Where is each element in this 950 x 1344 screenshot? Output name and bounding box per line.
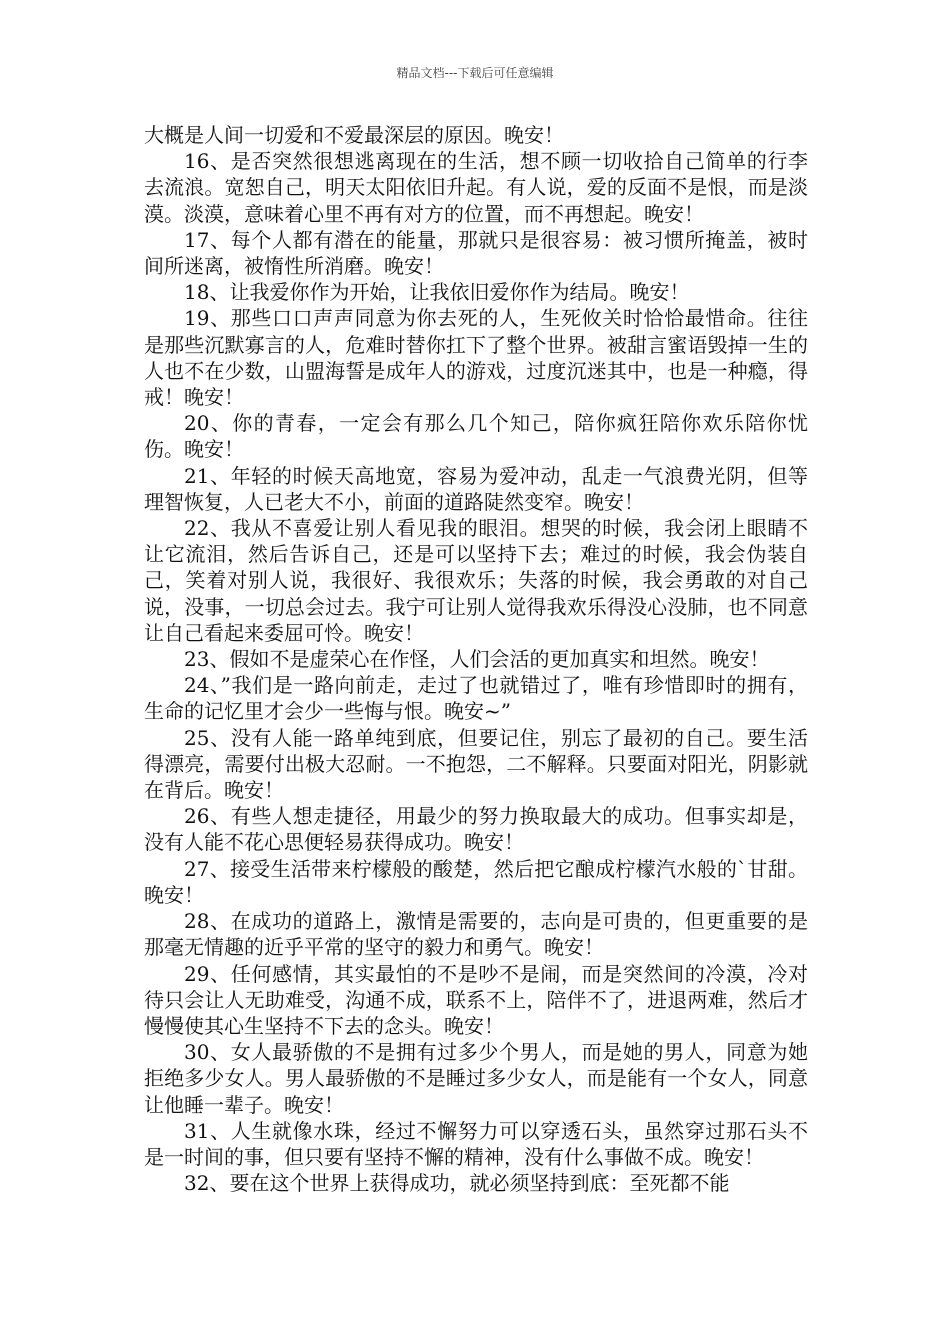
paragraph: 21、年轻的时候天高地宽，容易为爱冲动，乱走一气浪费光阴，但等理智恢复，人已老大不小，前面的道路陡然变窄。晚安！	[144, 463, 808, 514]
paragraph: 24、”我们是一路向前走，走过了也就错过了，唯有珍惜即时的拥有，生命的记忆里才会少一些悔与恨。晚安~”	[144, 673, 808, 724]
paragraph: 19、那些口口声声同意为你去死的人，生死攸关时恰恰最惜命。往往是那些沉默寡言的人，危难时替你扛下了整个世界。被甜言蜜语毁掉一生的人也不在少数，山盟海誓是成年人的游戏，过度沉迷其中，也是一种瘾，得戒！晚安！	[144, 306, 808, 410]
paragraph: 26、有些人想走捷径，用最少的努力换取最大的成功。但事实却是，没有人能不花心思便轻易获得成功。晚安！	[144, 804, 808, 855]
paragraph: 30、女人最骄傲的不是拥有过多少个男人，而是她的男人，同意为她拒绝多少女人。男人最骄傲的不是睡过多少女人，而是能有一个女人，同意让他睡一辈子。晚安！	[144, 1040, 808, 1117]
paragraph: 28、在成功的道路上，激情是需要的，志向是可贵的，但更重要的是那毫无情趣的近乎平常的坚守的毅力和勇气。晚安！	[144, 909, 808, 960]
paragraph: 32、要在这个世界上获得成功，就必须坚持到底：至死都不能	[184, 1171, 730, 1196]
paragraph: 25、没有人能一路单纯到底，但要记住，别忘了最初的自己。要生活得漂亮，需要付出极大忍耐。一不抱怨，二不解释。只要面对阳光，阴影就在背后。晚安！	[144, 725, 808, 803]
paragraph: 17、每个人都有潜在的能量，那就只是很容易：被习惯所掩盖，被时间所迷离，被惰性所消磨。晚安！	[144, 227, 808, 279]
paragraph: 18、让我爱你作为开始，让我依旧爱你作为结局。晚安！	[184, 280, 690, 305]
paragraph: 20、你的青春，一定会有那么几个知己，陪你疯狂陪你欢乐陪你忧伤。晚安！	[144, 411, 808, 462]
paragraph: 29、任何感情，其实最怕的不是吵不是闹，而是突然间的冷漠，冷对待只会让人无助难受，沟通不成，联系不上，陪伴不了，进退两难，然后才慢慢使其心生坚持不下去的念头。晚安！	[144, 961, 808, 1038]
paragraph: 27、接受生活带来柠檬般的酸楚，然后把它酿成柠檬汽水般的`甘甜。晚安！	[144, 856, 808, 907]
paragraph: 23、假如不是虚荣心在作怪，人们会活的更加真实和坦然。晚安！	[184, 647, 770, 672]
paragraph: 16、是否突然很想逃离现在的生活，想不顾一切收拾自己简单的行李去流浪。宽恕自己，明天太阳依旧升起。有人说，爱的反面不是恨，而是淡漠。淡漠，意味着心里不再有对方的位置，而不再想起。晚安！	[144, 149, 808, 226]
paragraph: 22、我从不喜爱让别人看见我的眼泪。想哭的时候，我会闭上眼睛不让它流泪，然后告诉自己，还是可以坚持下去；难过的时候，我会伪装自己，笑着对别人说，我很好、我很欢乐；失落的时候，我会勇敢的对自己说，没事，一切总会过去。我宁可让别人觉得我欢乐得没心没肺，也不同意让自己看起来委屈可怜。晚安！	[144, 516, 808, 645]
paragraph: 31、人生就像水珠，经过不懈努力可以穿透石头，虽然穿过那石头不是一时间的事，但只要有坚持不懈的精神，没有什么事做不成。晚安！	[144, 1118, 808, 1169]
paragraph: 大概是人间一切爱和不爱最深层的原因。晚安！	[144, 123, 564, 147]
page-header: 精品文档---下载后可任意编辑	[396, 66, 554, 80]
document-body	[144, 122, 808, 1196]
